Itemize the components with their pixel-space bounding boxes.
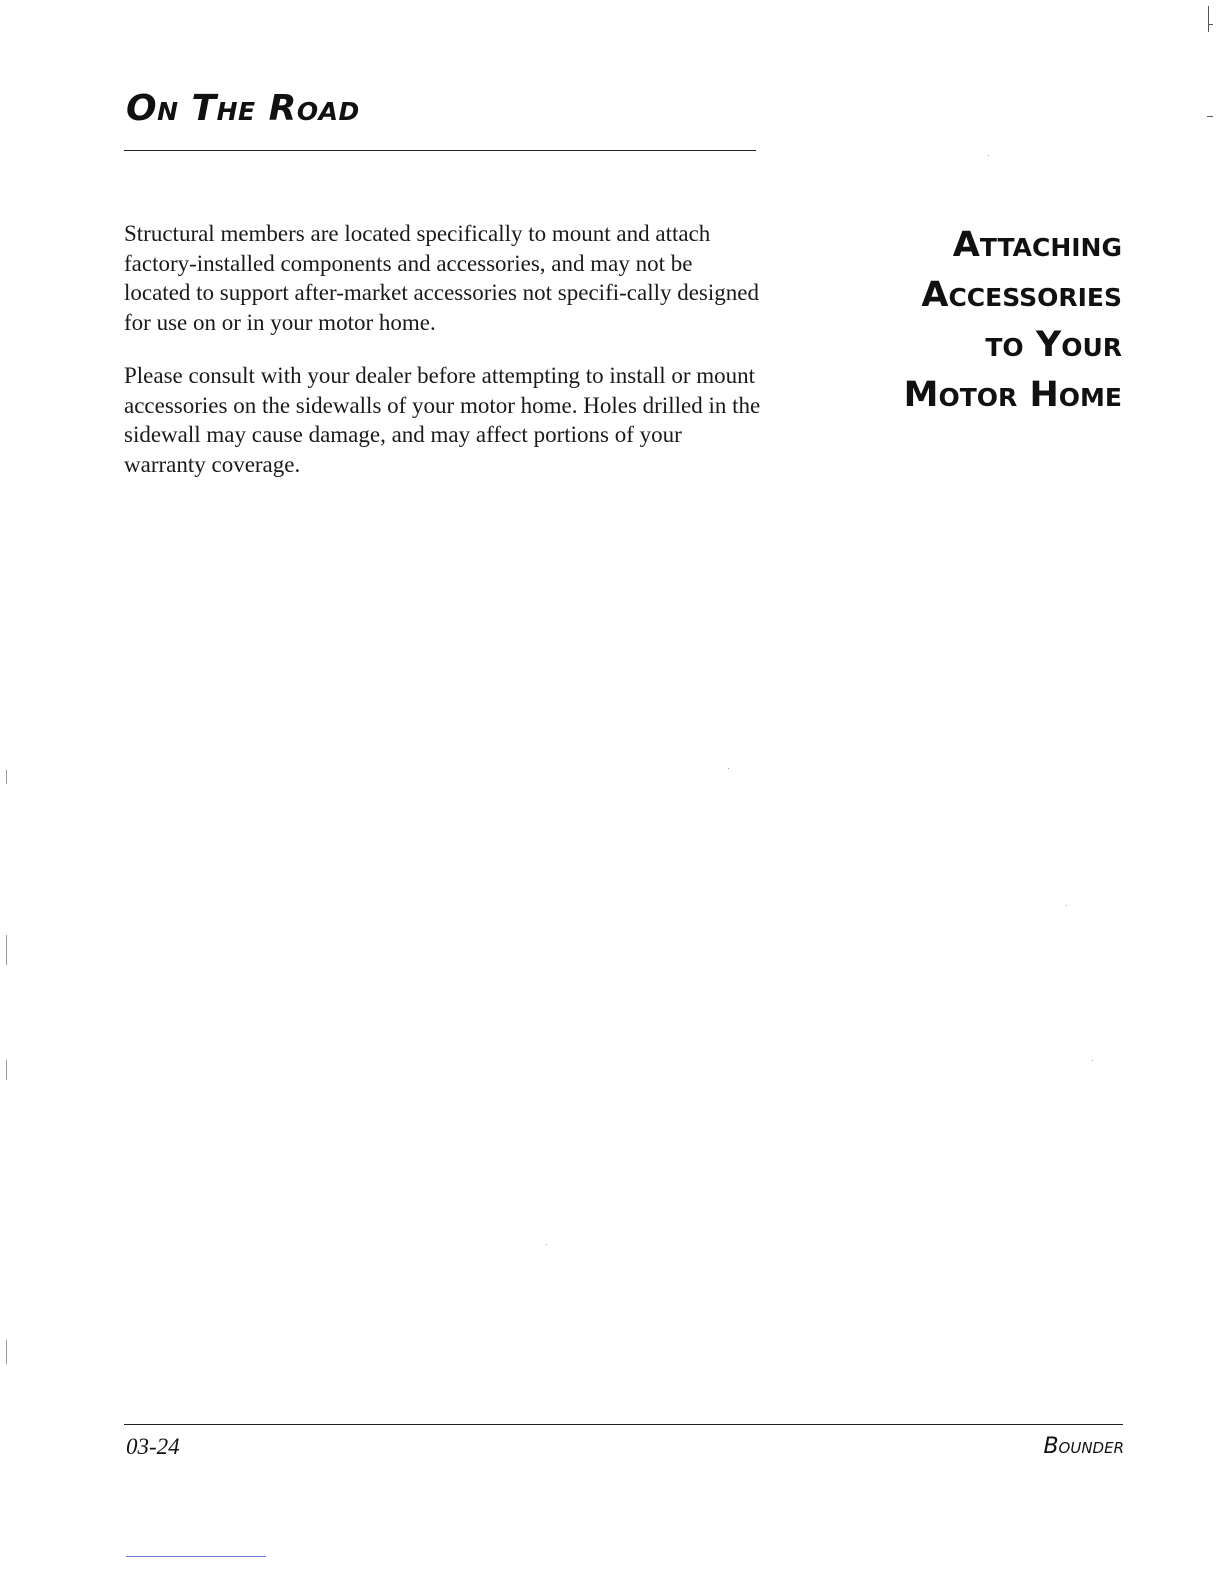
scan-edge-mark [1208,6,1209,32]
page-header-title: On The Road [126,88,360,129]
scan-speck [6,1060,7,1080]
footer-brand: Bounder [1043,1434,1124,1459]
scan-speck [6,935,7,965]
scan-speck [728,768,729,769]
scan-artifact-line [126,1556,266,1557]
section-heading-line: to Your [985,325,1122,365]
paragraph: Please consult with your dealer before attempting to install or mount accessories on the sidewalls of your motor home. Holes drilled in the sidewall may cause damage, and may affect portions of your warranty coverage. [124,363,761,477]
scan-speck [1066,905,1067,906]
scan-edge-mark [1208,24,1213,25]
header-divider [124,150,756,151]
section-heading-line: Motor Home [903,375,1122,415]
scan-speck [546,1244,547,1245]
body-text [124,219,764,503]
scan-speck [988,155,989,156]
scan-edge-mark [1207,116,1213,117]
section-heading [840,220,1122,420]
paragraph: Structural members are located specifically to mount and attach factory-installed components and accessories, and may not be located to support after-market accessories not specifi-cally designed for use on or in your motor home. [124,221,759,335]
scan-speck [6,1340,7,1364]
scan-speck [6,770,7,784]
scan-speck [1092,1060,1093,1061]
section-heading-line: Accessories [921,275,1122,315]
section-heading-line: Attaching [952,225,1122,265]
footer-page-number: 03-24 [126,1434,180,1459]
footer-divider [124,1424,1123,1425]
